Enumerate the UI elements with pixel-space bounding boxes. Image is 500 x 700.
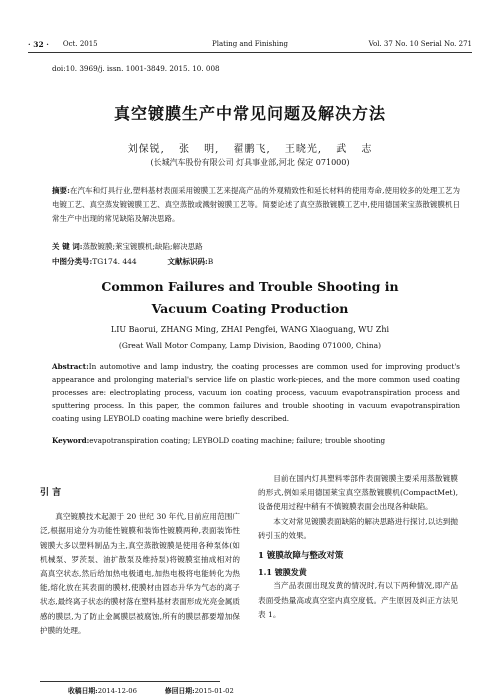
classification-line — [52, 256, 460, 267]
footnote-dates — [68, 685, 234, 695]
abstract-english — [52, 360, 460, 425]
footer-rule — [40, 681, 220, 682]
title-english — [0, 276, 500, 320]
keywords-en-text: evapotranspiration coating; LEYBOLD coating machine; failure; trouble shooting — [89, 436, 386, 445]
abstract-chinese — [52, 184, 460, 226]
revised-date: 修回日期:2015-01-02 — [164, 687, 234, 695]
abstract-cn-label: 摘要: — [52, 186, 70, 195]
abstract-cn-text: 在汽车和灯具行业,塑料基材表面采用镀膜工艺来提高产品的外观精致性和延长材料的使用寿命,使用较多的处理工艺为电镀工艺、真空蒸发镀镀膜工艺、真空蒸散或溅射镀膜工艺等。简要论述了真空蒸散镀膜工艺中,使用德国莱宝蒸散镀膜机日常生产中出现的常见缺陷及解决思路。 — [52, 186, 461, 223]
abstract-en-label: Abstract: — [52, 362, 89, 371]
page-number: · 32 · — [28, 39, 49, 49]
doc-code-value: B — [207, 257, 214, 266]
clc-label: 中图分类号: — [52, 257, 93, 266]
clc-value: TG174. 444 — [92, 257, 137, 266]
subsection-1-1-heading: 1.1 镀膜发黄 — [258, 567, 307, 578]
title-chinese: 真空镀膜生产中常见问题及解决方法 — [113, 104, 386, 123]
title-en-line2: Vacuum Coating Production — [151, 301, 349, 316]
issue-date: Oct. 2015 — [62, 40, 98, 48]
right-paragraph-3: 当产品表面出现发黄的情况时,有以下两种情况,即产品表面受热量高或真空室内真空度低。产生原因及纠正方法见表 1。 — [258, 581, 458, 619]
keywords-english — [52, 436, 460, 445]
doc-code-label: 文献标识码: — [167, 257, 208, 266]
abstract-en-text: In automotive and lamp industry, the coating processes are common used for improving product's appearance and prolonging material's service life on plastic work-pieces, and the more common used coating processes are: electroplating process, vacuum ion coating process, vacuum evapotranspiration process and sputtering process. In this paper, the common failures and trouble shooting in vacuum evapotranspiration coating using LEYBOLD coating machine were briefly described. — [52, 362, 460, 423]
header-rule — [28, 52, 472, 53]
left-column — [40, 486, 240, 638]
keywords-chinese — [52, 241, 460, 252]
intro-heading: 引 言 — [40, 488, 62, 498]
running-header — [28, 36, 472, 52]
keywords-en-label: Keyword: — [52, 436, 90, 445]
right-paragraph-1: 目前在国内灯具塑料零部件表面镀膜主要采用蒸散镀膜的形式,例如采用德国莱宝真空蒸散镀膜机(CompactMet),设备使用过程中稍有不慎镀膜表面会出现各种缺陷。 — [258, 474, 458, 512]
received-date: 收稿日期:2014-12-06 — [68, 687, 137, 695]
authors-english: LIU Baorui, ZHANG Ming, ZHAI Pengfei, WANG Xiaoguang, WU Zhi — [110, 325, 390, 334]
affiliation-english: (Great Wall Motor Company, Lamp Division, Baoding 071000, China) — [118, 341, 382, 350]
authors-chinese: 刘保锐, 张 明, 翟鹏飞, 王晓光, 武 志 — [127, 144, 373, 155]
intro-paragraph: 真空镀膜技术起源于 20 世纪 30 年代,目前应用范围广泛,根据用途分为功能性镀膜和装饰性镀膜两种,表面装饰性镀膜大多以塑料制品为主,真空蒸散镀膜是使用各种泵体(如机械泵、罗茨泵、油扩散泵及维持泵)将镀膜室抽成相对的高真空状态,然后给加热电极通电,加热电极将电能转化为热能,熔化放在其表面的膜材,使膜材由固态升华为气态的离子状态,最终离子状态的膜材落在塑料基材表面形成光亮金属质感的膜层,为了防止金属膜层被腐蚀,所有的膜层都要增加保护膜的处理。 — [40, 512, 240, 635]
title-en-line1: Common Failures and Trouble Shooting in — [101, 279, 399, 294]
keywords-cn-label: 关 键 词: — [52, 242, 83, 251]
journal-name: Plating and Finishing — [212, 40, 288, 48]
keywords-cn-text: 蒸散镀膜;莱宝镀膜机;缺陷;解决思路 — [82, 242, 203, 251]
affiliation-chinese: (长城汽车股份有限公司 灯具事业部,河北 保定 071000) — [150, 158, 350, 167]
section-1-heading: 1 镀膜故障与整改对策 — [258, 551, 344, 562]
right-paragraph-2: 本文对常见镀膜表面缺陷的解决思路进行探讨,以达到抛砖引玉的效果。 — [258, 516, 458, 540]
volume-info: Vol. 37 No. 10 Serial No. 271 — [368, 40, 472, 48]
doi: doi:10. 3969/j. issn. 1001-3849. 2015. 10. 008 — [52, 64, 220, 73]
right-column — [258, 472, 458, 622]
